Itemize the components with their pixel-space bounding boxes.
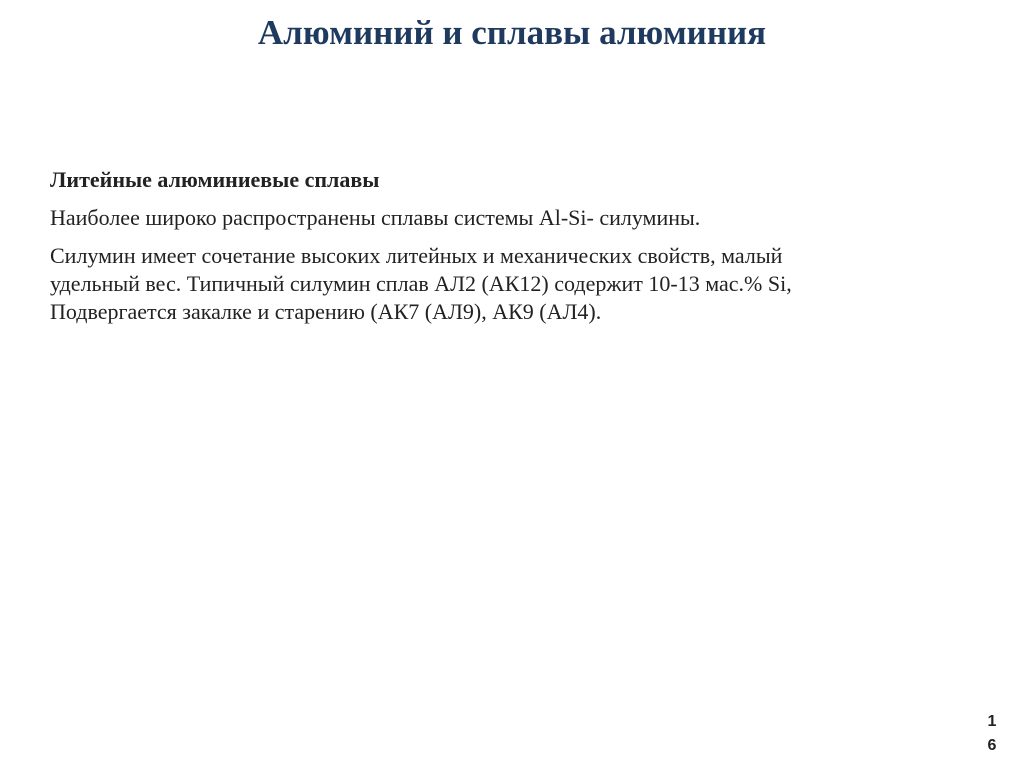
page-number [982, 710, 1002, 758]
paragraph-al-si-alloys: Наиболее широко распространены сплавы системы Al-Si- силумины. [50, 205, 701, 230]
page-number-digit: 6 [987, 737, 997, 754]
slide-title: Алюминий и сплавы алюминия [257, 13, 767, 52]
paragraph-silumin-properties [50, 242, 930, 326]
paragraph-line: Силумин имеет сочетание высоких литейных и механических свойств, малый [50, 243, 783, 268]
paragraph-line: удельный вес. Типичный силумин сплав АЛ2 (АК12) содержит 10-13 мас.% Si, [50, 271, 792, 296]
slide-content [50, 166, 930, 336]
page-number-digit: 1 [987, 713, 997, 730]
section-subheading: Литейные алюминиевые сплавы [50, 167, 380, 192]
paragraph-line: Подвергается закалке и старению (АК7 (АЛ9), АК9 (АЛ4). [50, 299, 602, 324]
